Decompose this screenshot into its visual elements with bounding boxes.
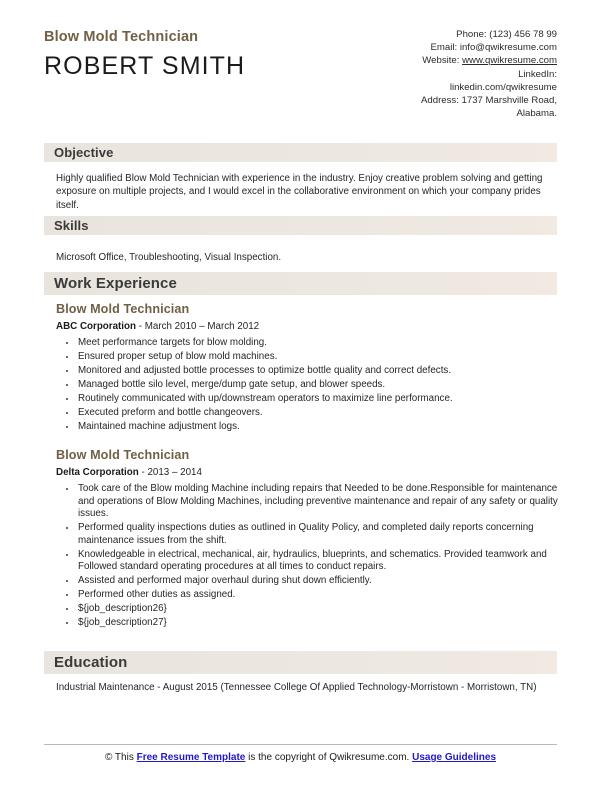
section-header-education	[44, 651, 557, 674]
objective-text: Highly qualified Blow Mold Technician with experience in the industry. Enjoy creative problem solving and getting exposure on multiple projects, and I would excel in the collaborative environment on which your company prides itself.	[56, 173, 543, 211]
contact-block	[421, 28, 557, 120]
job-dates-0: March 2010 – March 2012	[144, 321, 260, 332]
contact-linkedin-label: LinkedIn:	[518, 68, 557, 80]
section-header-skills	[44, 216, 557, 235]
footer-middle: is the copyright of Qwikresume.com.	[245, 752, 413, 763]
list-item: Executed preform and bottle changeovers.	[78, 407, 576, 420]
job-title-1: Blow Mold Technician	[56, 448, 190, 462]
job-bullets-0	[56, 337, 576, 435]
job-separator-1: -	[138, 467, 148, 478]
person-name: ROBERT SMITH	[44, 51, 246, 80]
list-item: Routinely communicated with up/downstream operators to maximize line performance.	[78, 393, 576, 406]
list-item: Performed other duties as assigned.	[78, 589, 576, 602]
list-item: Performed quality inspections duties as outlined in Quality Policy, and completed daily reports concerning maintenance issues from the shift.	[78, 522, 576, 547]
list-item: Monitored and adjusted bottle processes to optimize bottle quality and correct defects.	[78, 365, 576, 378]
resume-header	[44, 28, 557, 120]
list-item: ${job_description26}	[78, 603, 576, 616]
list-item: Took care of the Blow molding Machine including repairs that Needed to be done.Responsible for maintenance and operations of Blow Molding Machines, including preventive maintenance and repair of any safety or quality issues.	[78, 483, 576, 521]
list-item: ${job_description27}	[78, 617, 576, 630]
section-header-work-experience	[44, 272, 557, 295]
list-item: Knowledgeable in electrical, mechanical, air, hydraulics, blueprints, and schematics. Provided teamwork and Followed standard operating procedures at all times to conduct repairs.	[78, 549, 576, 574]
section-title-work-experience: Work Experience	[54, 275, 177, 292]
list-item: Ensured proper setup of blow mold machines.	[78, 351, 576, 364]
job-dates-1: 2013 – 2014	[147, 467, 202, 478]
list-item: Meet performance targets for blow molding.	[78, 337, 576, 350]
list-item: Assisted and performed major overhaul during shut down efficiently.	[78, 575, 576, 588]
job-meta-1	[56, 467, 202, 478]
contact-phone: Phone: (123) 456 78 99	[456, 29, 557, 40]
job-title-0: Blow Mold Technician	[56, 302, 190, 316]
list-item: Managed bottle silo level, merge/dump gate setup, and blower speeds.	[78, 379, 576, 392]
job-company-1: Delta Corporation	[56, 467, 139, 478]
section-title-education: Education	[54, 654, 128, 671]
free-resume-template-link[interactable]: Free Resume Template	[136, 752, 246, 763]
skills-text: Microsoft Office, Troubleshooting, Visual Inspection.	[56, 252, 282, 263]
footer-divider	[44, 744, 557, 745]
section-title-objective: Objective	[54, 145, 114, 160]
job-separator-0: -	[136, 321, 145, 332]
footer	[44, 751, 557, 766]
contact-website-label: Website:	[422, 55, 463, 67]
contact-address-line2: Alabama.	[516, 108, 557, 120]
website-link[interactable]: www.qwikresume.com	[462, 55, 557, 67]
job-meta-0	[56, 321, 259, 332]
list-item: Maintained machine adjustment logs.	[78, 421, 576, 434]
education-text: Industrial Maintenance - August 2015 (Tennessee College Of Applied Technology-Morristown - Morristown, TN)	[56, 682, 537, 693]
usage-guidelines-link[interactable]: Usage Guidelines	[412, 752, 497, 763]
contact-linkedin-value: linkedin.com/qwikresume	[449, 81, 557, 93]
header-identity	[44, 28, 245, 81]
footer-prefix: © This	[104, 752, 137, 763]
job-company-0: ABC Corporation	[56, 321, 137, 332]
role-title: Blow Mold Technician	[44, 29, 199, 45]
contact-address-line1: Address: 1737 Marshville Road,	[421, 95, 557, 107]
section-header-objective	[44, 143, 557, 162]
section-title-skills: Skills	[54, 218, 89, 233]
contact-website	[421, 54, 557, 67]
job-bullets-1	[56, 483, 576, 631]
contact-email: Email: info@qwikresume.com	[430, 42, 557, 54]
